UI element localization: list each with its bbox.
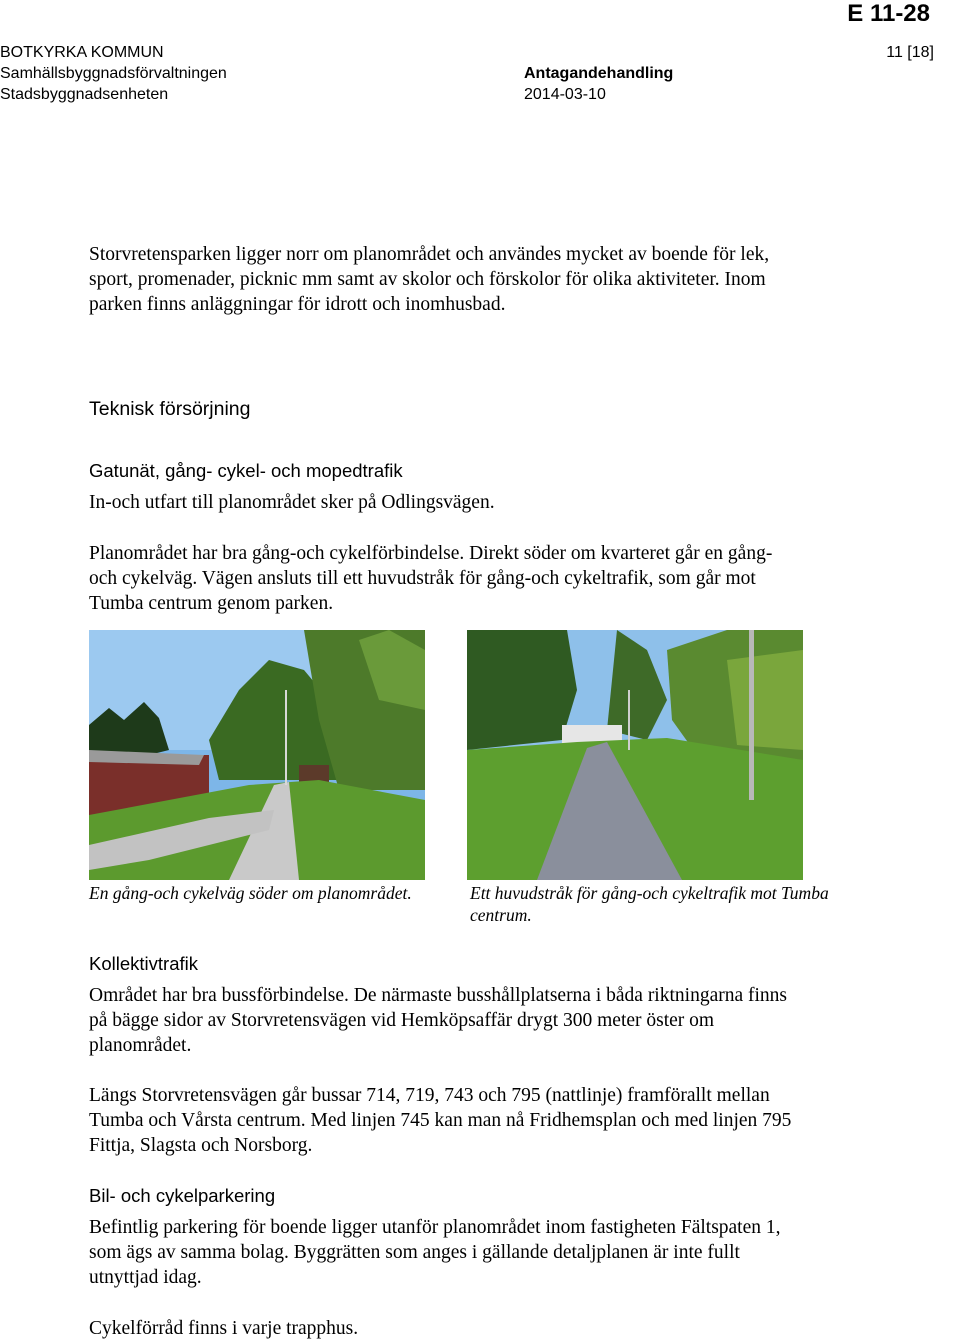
paragraph-parkering: Befintlig parkering för boende ligger utanför planområdet inom fastigheten Fältspaten 1, som ägs av samma bolag. Byggrätten som anges i gällande detaljplanen är inte fullt utnyttjad idag. <box>89 1217 781 1288</box>
document-date: 2014-03-10 <box>524 86 606 103</box>
photo-caption-2: Ett huvudstråk för gång-och cykeltrafik mot Tumba centrum. <box>470 883 829 925</box>
org-unit: Stadsbyggnadsenheten <box>0 86 169 103</box>
paragraph-cykelforbindelse: Planområdet har bra gång-och cykelförbindelse. Direkt söder om kvarteret går en gång-och cykelväg. Vägen ansluts till ett huvudstråk för gång-och cykeltrafik, som går mot Tumba centrum genom parken. <box>89 543 773 614</box>
intro-paragraph: Storvretensparken ligger norr om planområdet och användes mycket av boende för lek, sport, promenader, picknic mm samt av skolor och förskolor för olika aktiviteter. Inom parken finns anläggningar för idrott och inomhusbad. <box>89 244 770 315</box>
section-heading-teknisk: Teknisk försörjning <box>89 398 251 420</box>
subheading-gatunat: Gatunät, gång- cykel- och mopedtrafik <box>89 460 403 481</box>
paragraph-bussforbindelse: Området har bra bussförbindelse. De närmaste busshållplatserna i båda riktningarna finns på bägge sidor av Storvretensvägen vid Hemköpsaffär drygt 300 meter öster om planområdet. <box>89 985 787 1056</box>
photo-huvudstrak <box>467 630 803 880</box>
paragraph-cykelforrad: Cykelförråd finns i varje trapphus. <box>89 1318 359 1339</box>
paragraph-utfart: In-och utfart till planområdet sker på Odlingsvägen. <box>89 492 495 513</box>
photo-cykelvag-soder <box>89 630 425 880</box>
org-name: BOTKYRKA KOMMUN <box>0 44 164 61</box>
org-department: Samhällsbyggnadsförvaltningen <box>0 65 227 82</box>
subheading-parkering: Bil- och cykelparkering <box>89 1185 276 1206</box>
page-number: 11 [18] <box>886 44 934 61</box>
document-id: E 11-28 <box>847 0 930 27</box>
paragraph-busslinjer: Längs Storvretensvägen går bussar 714, 719, 743 och 795 (nattlinje) framförallt mellan Tumba och Vårsta centrum. Med linjen 745 kan man nå Fridhemsplan och med linjen 795 Fittja, Slagsta och Norsborg. <box>89 1085 792 1156</box>
subheading-kollektivtrafik: Kollektivtrafik <box>89 953 198 974</box>
document-status: Antagandehandling <box>524 65 674 82</box>
photo-caption-1: En gång-och cykelväg söder om planområdet. <box>89 883 412 903</box>
